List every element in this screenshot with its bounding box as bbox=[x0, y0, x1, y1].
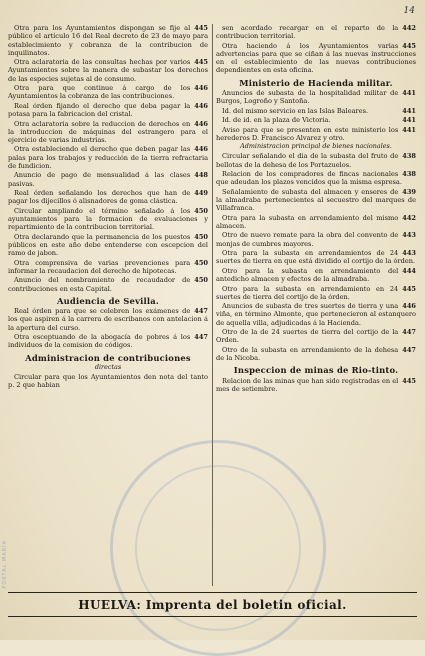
column-divider bbox=[212, 24, 213, 586]
index-entry bbox=[216, 267, 416, 284]
imprint-footer: HUELVA: Imprenta del boletin oficial. bbox=[78, 598, 347, 612]
entry-text: Otra para los Ayuntamientos dispongan se fije al público el artículo 16 del Real decreto de 23 de mayo para establecimiento y cobranza de la contribucion de inquilinatos. bbox=[8, 24, 208, 57]
entry-text: Otra esceptuando de la abogacía de pobres á los individuos de la comision de códigos. bbox=[8, 333, 191, 350]
index-entry bbox=[216, 214, 416, 231]
entry-text: Otra aclaratoria de las consultas hechas por varios Ayuntamientos sobre la manera de subastar los derechos de las especies sujetas al de consumo. bbox=[8, 58, 208, 83]
entry-text: Real órden para que se celebren los exámenes de los que aspiren á la carrera de escribanos con antelacion á la apertura del curso. bbox=[8, 307, 208, 332]
entry-text: Otro de nuevo remate para la obra del convento de monjas de cumbres mayores. bbox=[216, 231, 399, 248]
entry-text: Aviso para que se presenten en este ministerio los herederos D. Francisco Alvarez y otro. bbox=[216, 125, 399, 142]
index-entry bbox=[216, 302, 416, 327]
entry-page-number: 438 bbox=[402, 152, 416, 161]
entry-text: Otro de la subasta en arrendamiento de la dehesa de la Nicoba. bbox=[216, 345, 399, 363]
entry-page-number: 446 bbox=[402, 302, 416, 311]
entry-page-number: 448 bbox=[194, 171, 208, 180]
index-entry bbox=[8, 233, 208, 258]
subsection-heading: directas bbox=[94, 362, 122, 371]
index-entry bbox=[8, 171, 208, 188]
index-entry bbox=[216, 231, 416, 248]
entry-text: Otra para la subasta en arrendamiento del mismo almacen. bbox=[216, 213, 399, 230]
entry-page-number: 449 bbox=[194, 189, 208, 198]
index-entry bbox=[216, 152, 416, 169]
entry-page-number: 450 bbox=[194, 258, 208, 267]
entry-page-number: 441 bbox=[402, 125, 416, 134]
entry-text: Otra para que continue á cargo de los Ayuntamientos la cobranza de las contribuciones. bbox=[8, 84, 191, 101]
index-entry bbox=[216, 116, 416, 124]
section-heading: Inspeccion de minas de Rio-tinto. bbox=[233, 365, 399, 376]
entry-page-number: 442 bbox=[402, 213, 416, 222]
entry-text: Circular ampliando el término señalado á los ayuntamientos para la formacion de evaluaciones y repartimiento de la contribucion territorial. bbox=[8, 206, 208, 232]
index-entry bbox=[8, 207, 208, 232]
index-entry bbox=[216, 328, 416, 345]
entry-page-number: 447 bbox=[402, 345, 416, 354]
index-entry bbox=[216, 188, 416, 213]
index-entry bbox=[8, 24, 208, 57]
entry-page-number: 447 bbox=[194, 333, 208, 341]
entry-page-number: 450 bbox=[194, 276, 208, 285]
library-stamp-watermark bbox=[110, 440, 326, 656]
left-column bbox=[8, 24, 208, 391]
subsection-heading: Administracion principal de bienes nacionales. bbox=[240, 142, 392, 151]
index-entry bbox=[8, 102, 208, 119]
margin-watermark-text: PORTAL MARÍA bbox=[2, 540, 8, 589]
entry-page-number: 444 bbox=[402, 266, 416, 275]
entry-text: Relacion de los compradores de fincas nacionales que adeudan los plazos vencidos que la misma espresa. bbox=[216, 170, 402, 187]
index-entry bbox=[216, 107, 416, 115]
entry-page-number: 441 bbox=[402, 116, 416, 125]
entry-page-number: 450 bbox=[194, 206, 208, 215]
entry-page-number: 445 bbox=[402, 284, 416, 293]
entry-page-number: 445 bbox=[402, 41, 416, 50]
entry-text: Anuncios de subasta de tres suertes de tierra y una viña, en término Almonte, que pertenecieron al estanquero de aquella villa, adjudicadas á la Hacienda. bbox=[216, 302, 416, 327]
entry-page-number: 446 bbox=[194, 101, 208, 110]
entry-text: Anuncio de pago de mensualidad á las clases pasivas. bbox=[8, 171, 191, 188]
index-entry bbox=[8, 276, 208, 293]
entry-text: sen acordado recargar en el reparto de la contribucion territorial. bbox=[216, 24, 399, 41]
entry-text: Otra declarando que la permanencia de los puestos públicos en este año debe entenderse con escepcion del ramo de jabon. bbox=[8, 232, 208, 258]
entry-page-number: 446 bbox=[194, 84, 208, 93]
index-entry bbox=[8, 58, 208, 83]
index-entry bbox=[216, 89, 416, 106]
entry-text: Id. del mismo servicio en las Islas Baleares. bbox=[222, 106, 369, 115]
entry-text: Anuncios de subasta de la hospitalidad militar de Burgos, Logroño y Santoña. bbox=[216, 88, 399, 106]
entry-page-number: 441 bbox=[402, 106, 416, 115]
entry-page-number: 447 bbox=[194, 307, 208, 316]
footer-rule-bottom bbox=[8, 616, 417, 617]
entry-text: Anuncio del nombramiento de recaudador de contribuciones en esta Capital. bbox=[8, 276, 191, 293]
index-entry bbox=[8, 259, 208, 276]
section-heading: Ministerio de Hacienda militar. bbox=[239, 77, 393, 88]
entry-text: Id. de id. en la plaza de Victoria. bbox=[222, 116, 331, 125]
index-entry bbox=[8, 333, 208, 350]
entry-page-number: 443 bbox=[402, 231, 416, 240]
right-column bbox=[216, 24, 416, 394]
entry-text: Circular para que los Ayuntamientos den nota del tanto p. 2 que habian bbox=[8, 373, 208, 390]
entry-text: Otra estableciendo el derecho que deben pagar las palas para los trabajos y reducción de la tierra refractaria de fundicion. bbox=[8, 145, 208, 170]
entry-page-number: 446 bbox=[194, 119, 208, 128]
index-entry bbox=[8, 307, 208, 332]
entry-text: Otra aclaratoria sobre la reduccion de derechos en la introduccion de máquinas del estrangero para el ejercicio de varias industrias. bbox=[8, 119, 208, 144]
entry-text: Circular señalando el dia de la subasta del fruto de bellotas de la dehesa de los Portazuelos. bbox=[216, 152, 399, 169]
entry-page-number: 438 bbox=[402, 170, 416, 179]
entry-text: Otra comprensiva de varias prevenciones para informar la recaudacion del derecho de hipotecas. bbox=[8, 258, 191, 275]
index-entry bbox=[216, 285, 416, 302]
entry-text: Otra haciendo á los Ayuntamientos varias advertencias para que se ciñan á las nuevas instrucciones en el establecimiento de las nuevas contribuciones dependientes en esta oficina. bbox=[216, 41, 416, 75]
index-entry bbox=[8, 84, 208, 101]
entry-page-number: 443 bbox=[402, 249, 416, 258]
entry-page-number: 445 bbox=[194, 58, 208, 67]
index-entry bbox=[216, 24, 416, 41]
index-entry bbox=[216, 170, 416, 187]
index-entry bbox=[8, 373, 208, 390]
index-entry bbox=[216, 377, 416, 394]
index-entry bbox=[216, 249, 416, 266]
section-heading: Audiencia de Sevilla. bbox=[56, 295, 160, 306]
footer-rule-top bbox=[8, 592, 417, 593]
index-entry bbox=[216, 346, 416, 363]
section-heading: Administracion de contribuciones bbox=[25, 352, 191, 363]
index-entry bbox=[216, 42, 416, 75]
page-number: 14 bbox=[403, 6, 415, 16]
entry-page-number: 447 bbox=[402, 328, 416, 337]
entry-text: Real órden fijando el derecho que deba pagar la potasa para la fabricacion del cristal. bbox=[8, 101, 191, 119]
entry-text: Otro para la subasta en arrendamiento en 24 suertes de tierra del cortijo de la órden. bbox=[216, 284, 399, 301]
entry-page-number: 450 bbox=[194, 232, 208, 241]
index-entry bbox=[216, 126, 416, 143]
entry-text: Otro de la de 24 suertes de tierra del cortijo de la Orden. bbox=[216, 328, 399, 345]
entry-page-number: 445 bbox=[194, 24, 208, 32]
entry-page-number: 441 bbox=[402, 88, 416, 97]
entry-text: Otra para la subasta en arrendamientos de 24 suertes de tierra en que está dividido el cortijo de la órden. bbox=[216, 249, 416, 266]
entry-page-number: 442 bbox=[402, 24, 416, 32]
index-entry bbox=[8, 120, 208, 145]
index-entry bbox=[8, 189, 208, 206]
entry-page-number: 439 bbox=[402, 187, 416, 196]
index-entry bbox=[8, 145, 208, 170]
entry-text: Real órden señalando los derechos que han de pagar los dijecillos ó alisnadores de goma clástica. bbox=[8, 189, 191, 206]
entry-text: Señalamiento de subasta del almacen y enseres de la almadraba pertenecientes al secuestro del marques de Villafranca. bbox=[216, 187, 416, 213]
entry-text: Relacion de las minas que han sido registradas en el mes de setiembre. bbox=[216, 376, 399, 393]
entry-text: Otro para la subasta en arrendamiento del antedicho almacen y efectos de la almadraba. bbox=[216, 266, 399, 284]
entry-page-number: 445 bbox=[402, 376, 416, 385]
entry-page-number: 446 bbox=[194, 145, 208, 154]
